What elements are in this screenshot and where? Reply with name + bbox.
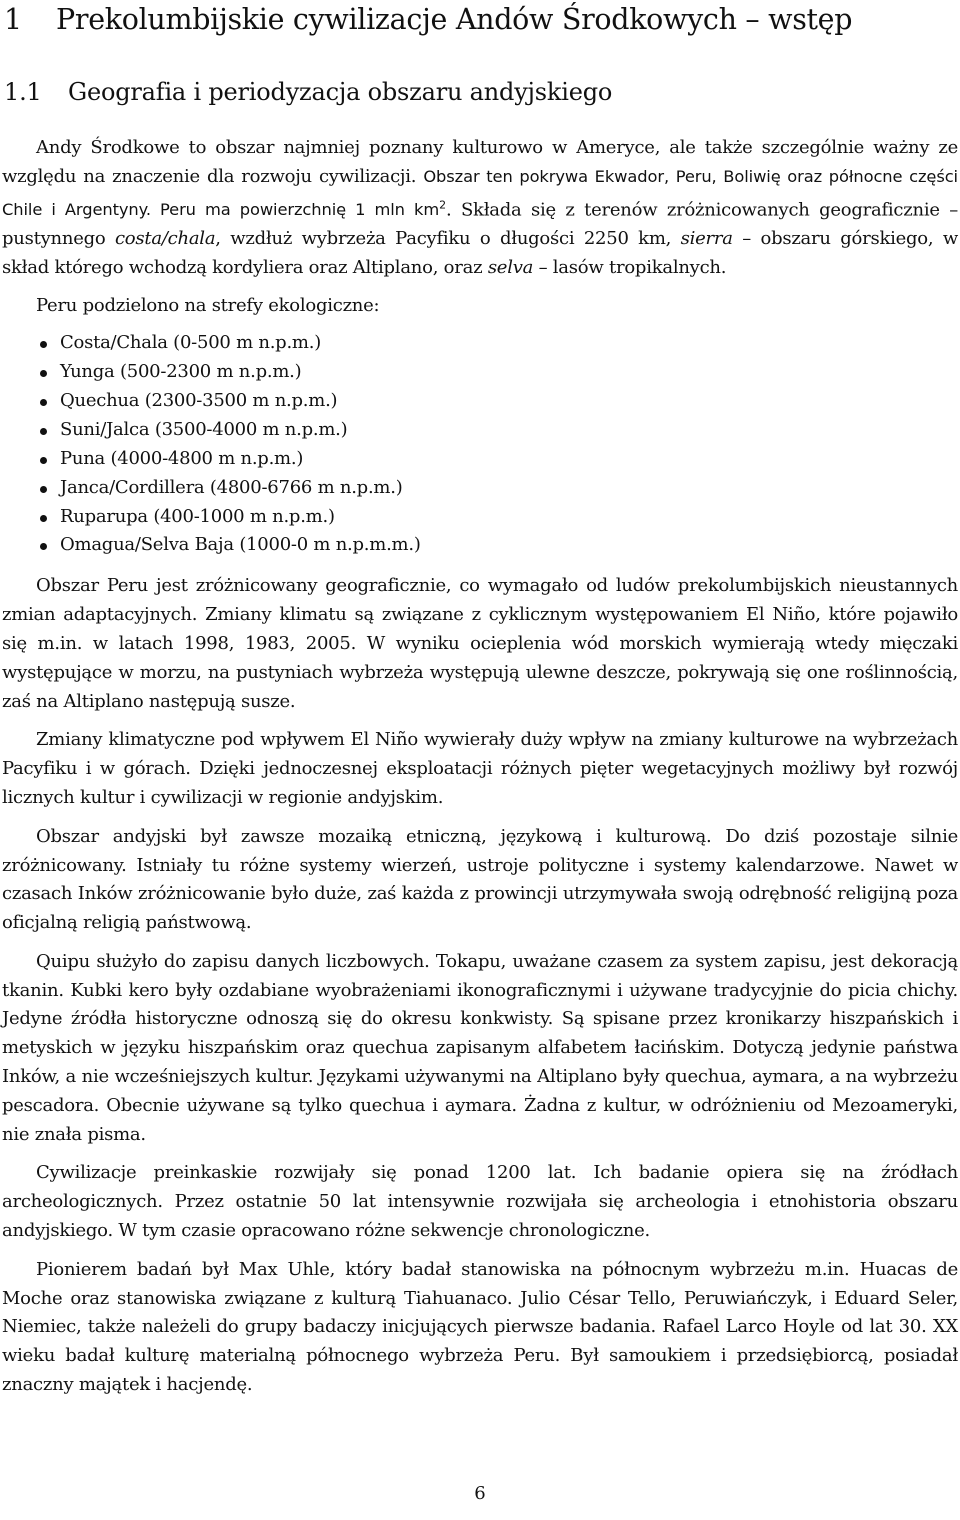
- term-costa: costa/chala: [114, 227, 216, 249]
- zones-list: [2, 329, 958, 560]
- section-number: 1: [4, 3, 22, 36]
- intro-text-e: – obszaru górskiego, w skład którego wchodzą kordyliera oraz Altiplano, oraz: [2, 227, 959, 278]
- superscript: 2: [439, 198, 446, 212]
- term-sierra: sierra: [680, 227, 733, 249]
- intro-paragraph: [2, 134, 958, 282]
- term-selva: selva: [487, 256, 534, 278]
- subsection-number: 1.1: [4, 78, 42, 106]
- intro-text-d: , wzdłuż wybrzeża Pacyfiku o długości 2250 km,: [215, 227, 681, 249]
- paragraph: Obszar Peru jest zróżnicowany geograficznie, co wymagało od ludów prekolumbijskich nieustannych zmian adaptacyjnych. Zmiany klimatu są związane z cyklicznym występowaniem El Niño, które pojawiło się m.in. w latach 1998, 1983, 2005. W wyniku ocieplenia wód morskich wymierają wtedy mięczaki występujące w morzu, na pustyniach wybrzeża występują ulewne deszcze, pokrywają się one roślinnością, zaś na Altiplano następują susze.: [2, 575, 958, 712]
- paragraph: Cywilizacje preinkaskie rozwijały się ponad 1200 lat. Ich badanie opiera się na źródłach archeologicznych. Przez ostatnie 50 lat intensywnie rozwijała się archeologia i etnohistoria obszaru andyjskiego. W tym czasie opracowano różne sekwencje chronologiczne.: [2, 1162, 958, 1242]
- section-heading: [4, 0, 960, 40]
- list-item: Costa/Chala (0-500 m n.p.m.): [2, 329, 958, 358]
- intro-text-b: Obszar ten pokrywa Ekwador, Peru, Boliwię oraz północne części Chile i Argentyny. Peru ma powierzchnię 1 mln $km^2$: [2, 166, 958, 220]
- page-number: 6: [474, 1483, 486, 1504]
- body-text: [2, 134, 958, 1410]
- list-item: Janca/Cordillera (4800-6766 m n.p.m.): [2, 474, 958, 503]
- intro-text-f: – lasów tropikalnych.: [533, 256, 727, 278]
- list-item: Yunga (500-2300 m n.p.m.): [2, 358, 958, 387]
- list-item: Quechua (2300-3500 m n.p.m.): [2, 387, 958, 416]
- zones-intro: Peru podzielono na strefy ekologiczne:: [36, 295, 380, 317]
- paragraph: Quipu służyło do zapisu danych liczbowych. Tokapu, uważane czasem za system zapisu, jest dekoracją tkanin. Kubki kero były ozdabiane wyobrażeniami ikonograficznymi i używane tradycyjnie do picia chichy. Jedyne źródła historyczne odnoszą się do okresu konkwisty. Są spisane przez kronikarzy hiszpańskich i metyskich w języku hiszpańskim oraz quechua zapisanym alfabetem łacińskim. Dotyczą jedynie państwa Inków, a nie wcześniejszych kultur. Językami używanymi na Altiplano były quechua, aymara, a na wybrzeżu pescadora. Obecnie używane są tylko quechua i aymara. Żadna z kultur, w odróżnieniu od Mezoameryki, nie znała pisma.: [2, 950, 958, 1145]
- paragraph: Pionierem badań był Max Uhle, który badał stanowiska na północnym wybrzeżu m.in. Huacas de Moche oraz stanowiska związane z kulturą Tiahuanaco. Julio César Tello, Peruwiańczyk, i Eduard Seler, Niemiec, także należeli do grupy badaczy inicjujących pierwsze badania. Rafael Larco Hoyle od lat 30. XX wieku badał kulturę materialną północnego wybrzeża Peru. Był samoukiem i przedsiębiorcą, posiadał znaczny majątek i hacjendę.: [2, 1258, 958, 1396]
- subsection-title: Geografia i periodyzacja obszaru andyjskiego: [68, 78, 613, 106]
- section-title: Prekolumbijskie cywilizacje Andów Środkowych – wstęp: [56, 3, 853, 36]
- intro-text-c: . Składa się z terenów zróżnicowanych geograficznie – pustynnego: [2, 199, 958, 249]
- list-item: Puna (4000-4800 m n.p.m.): [2, 445, 958, 474]
- paragraph: Obszar andyjski był zawsze mozaiką etniczną, językową i kulturową. Do dziś pozostaje silnie zróżnicowany. Istniały tu różne systemy wierzeń, ustroje polityczne i systemy kalendarzowe. Nawet w czasach Inków zróżnicowanie było duże, zaś każda z prowincji utrzymywała swoją odrębność religijną poza oficjalną religią państwową.: [2, 825, 958, 934]
- subsection-heading: [4, 74, 960, 110]
- paragraph: Zmiany klimatyczne pod wpływem El Niño wywierały duży wpływ na zmiany kulturowe na wybrzeżach Pacyfiku i w górach. Dzięki jednoczesnej eksploatacji różnych pięter wegetacyjnych możliwy był rozwój licznych kultur i cywilizacji w regionie andyjskim.: [2, 729, 958, 808]
- list-item: Omagua/Selva Baja (1000-0 m n.p.m.m.): [2, 531, 958, 560]
- intro-text-a: Andy Środkowe to obszar najmniej poznany kulturowo w Ameryce, ale także szczególnie ważny ze względu na znaczenie dla rozwoju cywilizacji.: [2, 137, 958, 187]
- list-item: Suni/Jalca (3500-4000 m n.p.m.): [2, 416, 958, 445]
- list-item: Ruparupa (400-1000 m n.p.m.): [2, 503, 958, 532]
